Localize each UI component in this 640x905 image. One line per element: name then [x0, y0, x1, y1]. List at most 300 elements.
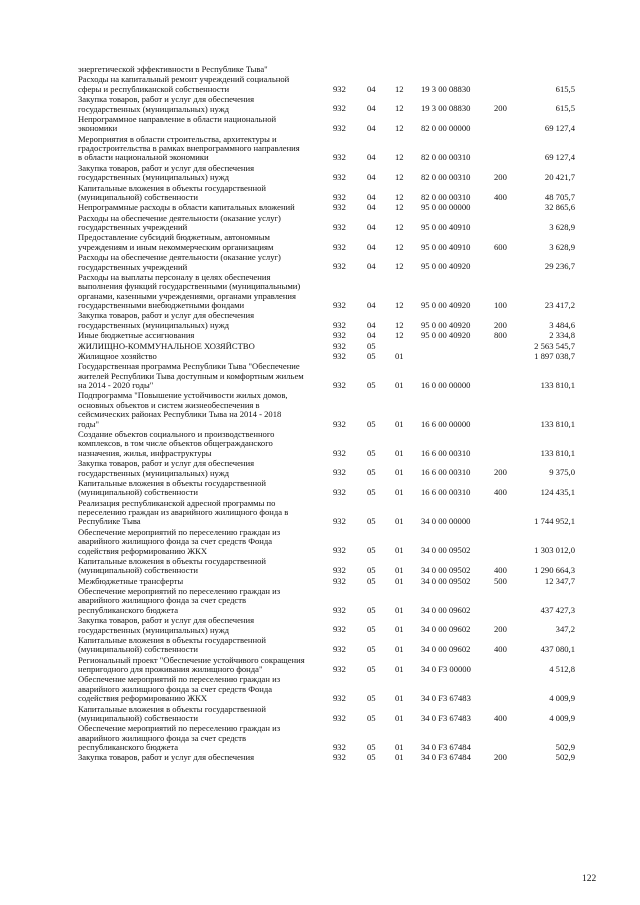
cell-csr: 34 0 F3 67483	[421, 693, 471, 704]
cell-sum: 133 810,1	[540, 447, 575, 458]
cell-pr: 01	[395, 663, 404, 674]
table-row	[0, 362, 640, 390]
cell-csr: 34 0 00 09602	[421, 624, 471, 635]
cell-vr: 200	[494, 624, 507, 635]
cell-pr: 12	[395, 330, 404, 341]
row-name-line: Региональный проект "Обеспечение устойчивого сокращения	[78, 655, 305, 665]
cell-csr: 16 6 00 00000	[421, 418, 471, 429]
cell-vr: 200	[494, 103, 507, 114]
row-name-line: аварийного жилищного фонда за счет средств Фонда	[78, 537, 273, 547]
row-name-line: выполнения функций государственными (муниципальными)	[78, 282, 301, 292]
cell-csr: 34 0 F3 67484	[421, 742, 471, 753]
row-name-line: Расходы на выплаты персоналу в целях обеспечения	[78, 272, 271, 282]
row-name	[78, 391, 330, 429]
row-name-line: республиканского бюджета	[78, 605, 179, 615]
cell-pr: 12	[395, 123, 404, 134]
table-row	[0, 724, 640, 752]
cell-rz: 05	[367, 752, 376, 763]
table-row	[0, 675, 640, 703]
cell-pr: 01	[395, 712, 404, 723]
cell-sum: 1 897 038,7	[534, 350, 575, 361]
cell-vr: 600	[494, 241, 507, 252]
cell-pr: 12	[395, 191, 404, 202]
cell-pr: 01	[395, 516, 404, 527]
cell-pr: 12	[395, 319, 404, 330]
row-name-line: Обеспечение мероприятий по переселению граждан из	[78, 527, 281, 537]
cell-grbs: 932	[333, 575, 346, 586]
cell-sum: 23 417,2	[544, 300, 575, 311]
cell-csr: 82 0 00 00310	[421, 191, 471, 202]
cell-vr: 400	[494, 487, 507, 498]
row-name-line: аварийного жилищного фонда за счет средств	[78, 733, 247, 743]
row-name-line: (муниципальной) собственности	[78, 645, 198, 655]
cell-rz: 05	[367, 742, 376, 753]
row-name	[78, 636, 330, 655]
row-name	[78, 499, 330, 527]
table-row	[0, 656, 640, 675]
cell-pr: 01	[395, 644, 404, 655]
cell-sum: 1 290 664,3	[534, 565, 575, 576]
row-name	[78, 362, 330, 390]
row-name	[78, 273, 330, 311]
row-name-line: аварийного жилищного фонда за счет средств	[78, 596, 247, 606]
cell-pr: 01	[395, 467, 404, 478]
cell-pr: 12	[395, 241, 404, 252]
cell-pr: 12	[395, 221, 404, 232]
row-name	[78, 164, 330, 183]
cell-grbs: 932	[333, 644, 346, 655]
cell-rz: 05	[367, 624, 376, 635]
cell-pr: 01	[395, 604, 404, 615]
cell-vr: 400	[494, 712, 507, 723]
table-row	[0, 342, 640, 351]
row-name	[78, 115, 330, 134]
row-name-line: Межбюджетные трансферты	[78, 576, 184, 586]
cell-grbs: 932	[333, 752, 346, 763]
row-name	[78, 65, 330, 74]
table-row	[0, 75, 640, 94]
row-name-line: органами, казенными учреждениями, органами управления	[78, 291, 296, 301]
row-name	[78, 184, 330, 203]
row-name-line: назначения, жилья, инфраструктуры	[78, 448, 212, 458]
cell-rz: 05	[367, 467, 376, 478]
cell-sum: 9 375,0	[549, 467, 575, 478]
row-name	[78, 430, 330, 458]
row-name-line: Обеспечение мероприятий по переселению граждан из	[78, 724, 281, 734]
cell-sum: 3 628,9	[549, 241, 575, 252]
cell-csr: 34 0 00 09602	[421, 644, 471, 655]
cell-grbs: 932	[333, 202, 346, 213]
row-name-line: градостроительства в рамках внепрограммного направления	[78, 144, 300, 153]
row-name-line: Обеспечение мероприятий по переселению граждан из	[78, 675, 281, 685]
row-name	[78, 214, 330, 233]
cell-vr: 400	[494, 191, 507, 202]
cell-rz: 04	[367, 241, 376, 252]
cell-grbs: 932	[333, 487, 346, 498]
table-row	[0, 557, 640, 576]
cell-csr: 95 0 00 40920	[421, 330, 471, 341]
row-name	[78, 675, 330, 703]
cell-rz: 04	[367, 103, 376, 114]
row-name-line: Создание объектов социального и производственного	[78, 429, 275, 439]
table-row	[0, 273, 640, 311]
row-name-line: Закупка товаров, работ и услуг для обеспечения	[78, 311, 255, 321]
cell-pr: 12	[395, 261, 404, 272]
cell-pr: 12	[395, 152, 404, 163]
cell-csr: 34 0 00 09502	[421, 545, 471, 556]
row-name	[78, 577, 330, 586]
row-name	[78, 203, 330, 212]
cell-rz: 05	[367, 487, 376, 498]
row-name	[78, 459, 330, 478]
cell-csr: 16 6 00 00310	[421, 467, 471, 478]
table-row	[0, 95, 640, 114]
cell-vr: 200	[494, 752, 507, 763]
cell-pr: 12	[395, 300, 404, 311]
row-name-line: государственных учреждений	[78, 223, 188, 232]
cell-sum: 4 009,9	[549, 712, 575, 723]
row-name-line: Мероприятия в области строительства, архитектуры и	[78, 134, 277, 144]
cell-csr: 95 0 00 40920	[421, 261, 471, 272]
row-name-line: (муниципальной) собственности	[78, 488, 198, 498]
row-name-line: содействия реформированию ЖКХ	[78, 546, 208, 556]
cell-sum: 3 484,6	[549, 319, 575, 330]
cell-pr: 12	[395, 172, 404, 183]
row-name-line: Реализация республиканской адресной программы по	[78, 498, 276, 508]
cell-sum: 32 865,6	[544, 202, 575, 213]
cell-rz: 04	[367, 300, 376, 311]
row-name-line: Обеспечение мероприятий по переселению граждан из	[78, 587, 281, 596]
row-name-line: государственными внебюджетными фондами	[78, 301, 245, 311]
cell-sum: 1 744 952,1	[534, 516, 575, 527]
row-name-line: Закупка товаров, работ и услуг для обеспечения	[78, 163, 255, 173]
cell-pr: 01	[395, 545, 404, 556]
row-name	[78, 479, 330, 498]
cell-pr: 01	[395, 752, 404, 763]
row-name-line: (муниципальной) собственности	[78, 566, 198, 576]
cell-grbs: 932	[333, 447, 346, 458]
row-name	[78, 75, 330, 94]
row-name	[78, 705, 330, 724]
cell-pr: 01	[395, 693, 404, 704]
cell-vr: 400	[494, 644, 507, 655]
row-name-line: государственных (муниципальных) нужд	[78, 320, 230, 330]
cell-grbs: 932	[333, 319, 346, 330]
cell-pr: 01	[395, 565, 404, 576]
row-name	[78, 724, 330, 752]
page-number: 122	[582, 874, 597, 884]
row-name	[78, 95, 330, 114]
row-name	[78, 656, 330, 675]
row-name-line: жителей Республики Тыва доступным и комфортным жильем	[78, 371, 304, 381]
cell-sum: 12 347,7	[544, 575, 575, 586]
cell-csr: 34 0 00 09602	[421, 604, 471, 615]
table-row	[0, 479, 640, 498]
cell-grbs: 932	[333, 83, 346, 94]
row-name	[78, 352, 330, 361]
cell-grbs: 932	[333, 693, 346, 704]
cell-pr: 01	[395, 350, 404, 361]
table-row	[0, 65, 640, 74]
cell-csr: 95 0 00 40920	[421, 319, 471, 330]
row-name	[78, 342, 330, 351]
row-name-line: основных объектов и систем жизнеобеспечения в	[78, 400, 260, 410]
cell-grbs: 932	[333, 261, 346, 272]
cell-vr: 800	[494, 330, 507, 341]
cell-rz: 05	[367, 565, 376, 576]
row-name-line: республиканского бюджета	[78, 743, 179, 753]
cell-pr: 12	[395, 103, 404, 114]
row-name-line: энергетической эффективности в Республике Тыва"	[78, 65, 268, 74]
table-row	[0, 430, 640, 458]
row-name-line: государственных (муниципальных) нужд	[78, 625, 230, 635]
cell-sum: 3 628,9	[549, 221, 575, 232]
row-name	[78, 311, 330, 330]
cell-sum: 133 810,1	[540, 418, 575, 429]
cell-grbs: 932	[333, 565, 346, 576]
cell-csr: 34 0 00 09502	[421, 565, 471, 576]
cell-rz: 04	[367, 152, 376, 163]
cell-rz: 05	[367, 545, 376, 556]
cell-vr: 400	[494, 565, 507, 576]
cell-rz: 05	[367, 340, 376, 351]
cell-csr: 95 0 00 40920	[421, 300, 471, 311]
table-row	[0, 636, 640, 655]
cell-grbs: 932	[333, 467, 346, 478]
cell-grbs: 932	[333, 604, 346, 615]
row-name-line: Жилищное хозяйство	[78, 351, 157, 361]
cell-pr: 01	[395, 624, 404, 635]
cell-csr: 34 0 00 00000	[421, 516, 471, 527]
cell-grbs: 932	[333, 350, 346, 361]
table-row	[0, 499, 640, 527]
cell-csr: 16 6 00 00310	[421, 487, 471, 498]
row-name-line: Закупка товаров, работ и услуг для обеспечения	[78, 616, 255, 626]
cell-grbs: 932	[333, 379, 346, 390]
cell-sum: 615,5	[555, 103, 575, 114]
cell-sum: 4 009,9	[549, 693, 575, 704]
table-row	[0, 164, 640, 183]
cell-rz: 04	[367, 172, 376, 183]
table-row	[0, 135, 640, 163]
table-row	[0, 528, 640, 556]
cell-grbs: 932	[333, 172, 346, 183]
table-row	[0, 214, 640, 233]
cell-csr: 19 3 00 08830	[421, 103, 471, 114]
row-name-line: Капитальные вложения в объекты государственной	[78, 183, 266, 193]
cell-rz: 04	[367, 221, 376, 232]
cell-sum: 69 127,4	[544, 123, 575, 134]
row-name-line: (муниципальной) собственности	[78, 192, 198, 202]
cell-grbs: 932	[333, 418, 346, 429]
cell-rz: 05	[367, 379, 376, 390]
cell-grbs: 932	[333, 103, 346, 114]
cell-csr: 34 0 00 09502	[421, 575, 471, 586]
table-row	[0, 577, 640, 586]
cell-csr: 34 0 F3 67483	[421, 712, 471, 723]
row-name	[78, 331, 330, 340]
cell-grbs: 932	[333, 516, 346, 527]
table-row	[0, 391, 640, 429]
cell-rz: 04	[367, 202, 376, 213]
cell-csr: 19 3 00 08830	[421, 83, 471, 94]
table-row	[0, 253, 640, 272]
cell-sum: 124 435,1	[540, 487, 575, 498]
cell-csr: 95 0 00 40910	[421, 241, 471, 252]
row-name-line: Закупка товаров, работ и услуг для обеспечения	[78, 459, 255, 469]
cell-sum: 29 236,7	[544, 261, 575, 272]
cell-rz: 04	[367, 83, 376, 94]
cell-csr: 82 0 00 00000	[421, 123, 471, 134]
row-name-line: Непрограммное направление в области национальной	[78, 114, 277, 124]
table-row	[0, 233, 640, 252]
table-row	[0, 311, 640, 330]
table-row	[0, 705, 640, 724]
cell-pr: 01	[395, 487, 404, 498]
cell-rz: 05	[367, 418, 376, 429]
cell-rz: 04	[367, 261, 376, 272]
cell-csr: 34 0 F3 67484	[421, 752, 471, 763]
table-row	[0, 587, 640, 615]
table-row	[0, 352, 640, 361]
row-name-line: аварийного жилищного фонда за счет средств Фонда	[78, 684, 273, 694]
table-row	[0, 616, 640, 635]
row-name	[78, 587, 330, 615]
cell-pr: 01	[395, 447, 404, 458]
cell-grbs: 932	[333, 221, 346, 232]
cell-grbs: 932	[333, 663, 346, 674]
cell-grbs: 932	[333, 241, 346, 252]
row-name-line: Подпрограмма "Повышение устойчивости жилых домов,	[78, 391, 288, 401]
row-name-line: Капитальные вложения в объекты государственной	[78, 478, 266, 488]
row-name-line: Расходы на обеспечение деятельности (оказание услуг)	[78, 253, 281, 263]
cell-rz: 05	[367, 516, 376, 527]
row-name-line: Закупка товаров, работ и услуг для обеспечения	[78, 753, 255, 763]
row-name-line: Капитальные вложения в объекты государственной	[78, 635, 266, 645]
cell-csr: 16 6 00 00310	[421, 447, 471, 458]
row-name-line: Капитальные вложения в объекты государственной	[78, 704, 266, 714]
cell-rz: 04	[367, 330, 376, 341]
cell-vr: 100	[494, 300, 507, 311]
cell-rz: 05	[367, 663, 376, 674]
cell-csr: 82 0 00 00310	[421, 152, 471, 163]
cell-grbs: 932	[333, 545, 346, 556]
cell-pr: 01	[395, 575, 404, 586]
row-name-line: годы"	[78, 419, 100, 429]
row-name-line: содействия реформированию ЖКХ	[78, 694, 208, 704]
row-name-line: непригодного для проживания жилищного фонда"	[78, 665, 263, 674]
table-row	[0, 459, 640, 478]
cell-grbs: 932	[333, 191, 346, 202]
cell-sum: 48 705,7	[544, 191, 575, 202]
row-name-line: экономики	[78, 124, 118, 134]
row-name-line: государственных (муниципальных) нужд	[78, 468, 230, 478]
table-row	[0, 115, 640, 134]
row-name-line: государственных (муниципальных) нужд	[78, 104, 230, 114]
row-name-line: государственных (муниципальных) нужд	[78, 173, 230, 183]
cell-sum: 4 512,8	[549, 663, 575, 674]
row-name	[78, 557, 330, 576]
cell-vr: 200	[494, 467, 507, 478]
cell-grbs: 932	[333, 300, 346, 311]
row-name-line: Капитальные вложения в объекты государственной	[78, 556, 266, 566]
cell-grbs: 932	[333, 152, 346, 163]
cell-csr: 16 0 00 00000	[421, 379, 471, 390]
cell-rz: 04	[367, 191, 376, 202]
cell-vr: 200	[494, 319, 507, 330]
cell-rz: 05	[367, 644, 376, 655]
row-name-line: ЖИЛИЩНО-КОММУНАЛЬНОЕ ХОЗЯЙСТВО	[78, 341, 255, 351]
cell-pr: 01	[395, 742, 404, 753]
cell-pr: 12	[395, 83, 404, 94]
cell-csr: 82 0 00 00310	[421, 172, 471, 183]
table-row	[0, 331, 640, 340]
row-name	[78, 753, 330, 762]
cell-grbs: 932	[333, 742, 346, 753]
cell-sum: 437 080,1	[540, 644, 575, 655]
cell-csr: 34 0 F3 00000	[421, 663, 471, 674]
cell-csr: 95 0 00 40910	[421, 221, 471, 232]
row-name-line: переселению граждан из аварийного жилищного фонда в	[78, 508, 289, 517]
cell-grbs: 932	[333, 340, 346, 351]
cell-rz: 05	[367, 575, 376, 586]
cell-vr: 200	[494, 172, 507, 183]
cell-vr: 500	[494, 575, 507, 586]
cell-rz: 05	[367, 693, 376, 704]
row-name	[78, 616, 330, 635]
row-name-line: Республике Тыва	[78, 517, 141, 527]
cell-pr: 01	[395, 418, 404, 429]
cell-sum: 133 810,1	[540, 379, 575, 390]
cell-sum: 615,5	[555, 83, 575, 94]
row-name-line: комплексов, в том числе объектов общегражданского	[78, 439, 273, 449]
row-name-line: сейсмических районах Республики Тыва на 2014 - 2018	[78, 410, 282, 420]
cell-rz: 04	[367, 319, 376, 330]
table-row	[0, 753, 640, 762]
row-name-line: на 2014 - 2020 годы"	[78, 381, 154, 390]
cell-sum: 437 427,3	[540, 604, 575, 615]
cell-grbs: 932	[333, 123, 346, 134]
row-name-line: Расходы на капитальный ремонт учреждений социальной	[78, 75, 290, 85]
cell-sum: 69 127,4	[544, 152, 575, 163]
cell-sum: 20 421,7	[544, 172, 575, 183]
cell-sum: 2 334,8	[549, 330, 575, 341]
cell-rz: 05	[367, 350, 376, 361]
row-name-line: Непрограммные расходы в области капитальных вложений	[78, 203, 295, 213]
cell-rz: 05	[367, 712, 376, 723]
row-name	[78, 233, 330, 252]
row-name	[78, 528, 330, 556]
cell-rz: 04	[367, 123, 376, 134]
cell-pr: 01	[395, 379, 404, 390]
row-name-line: Иные бюджетные ассигнования	[78, 331, 195, 341]
cell-sum: 2 563 545,7	[534, 340, 575, 351]
table-row	[0, 184, 640, 203]
cell-csr: 95 0 00 00000	[421, 202, 471, 213]
row-name-line: Предоставление субсидий бюджетным, автономным	[78, 233, 270, 243]
row-name-line: (муниципальной) собственности	[78, 713, 198, 723]
cell-grbs: 932	[333, 712, 346, 723]
cell-rz: 05	[367, 604, 376, 615]
row-name-line: государственных учреждений	[78, 262, 188, 272]
cell-sum: 347,2	[555, 624, 575, 635]
cell-grbs: 932	[333, 330, 346, 341]
row-name	[78, 253, 330, 272]
cell-sum: 502,9	[555, 752, 575, 763]
row-name	[78, 135, 330, 163]
table-row	[0, 203, 640, 212]
row-name-line: сферы и республиканской собственности	[78, 84, 230, 94]
